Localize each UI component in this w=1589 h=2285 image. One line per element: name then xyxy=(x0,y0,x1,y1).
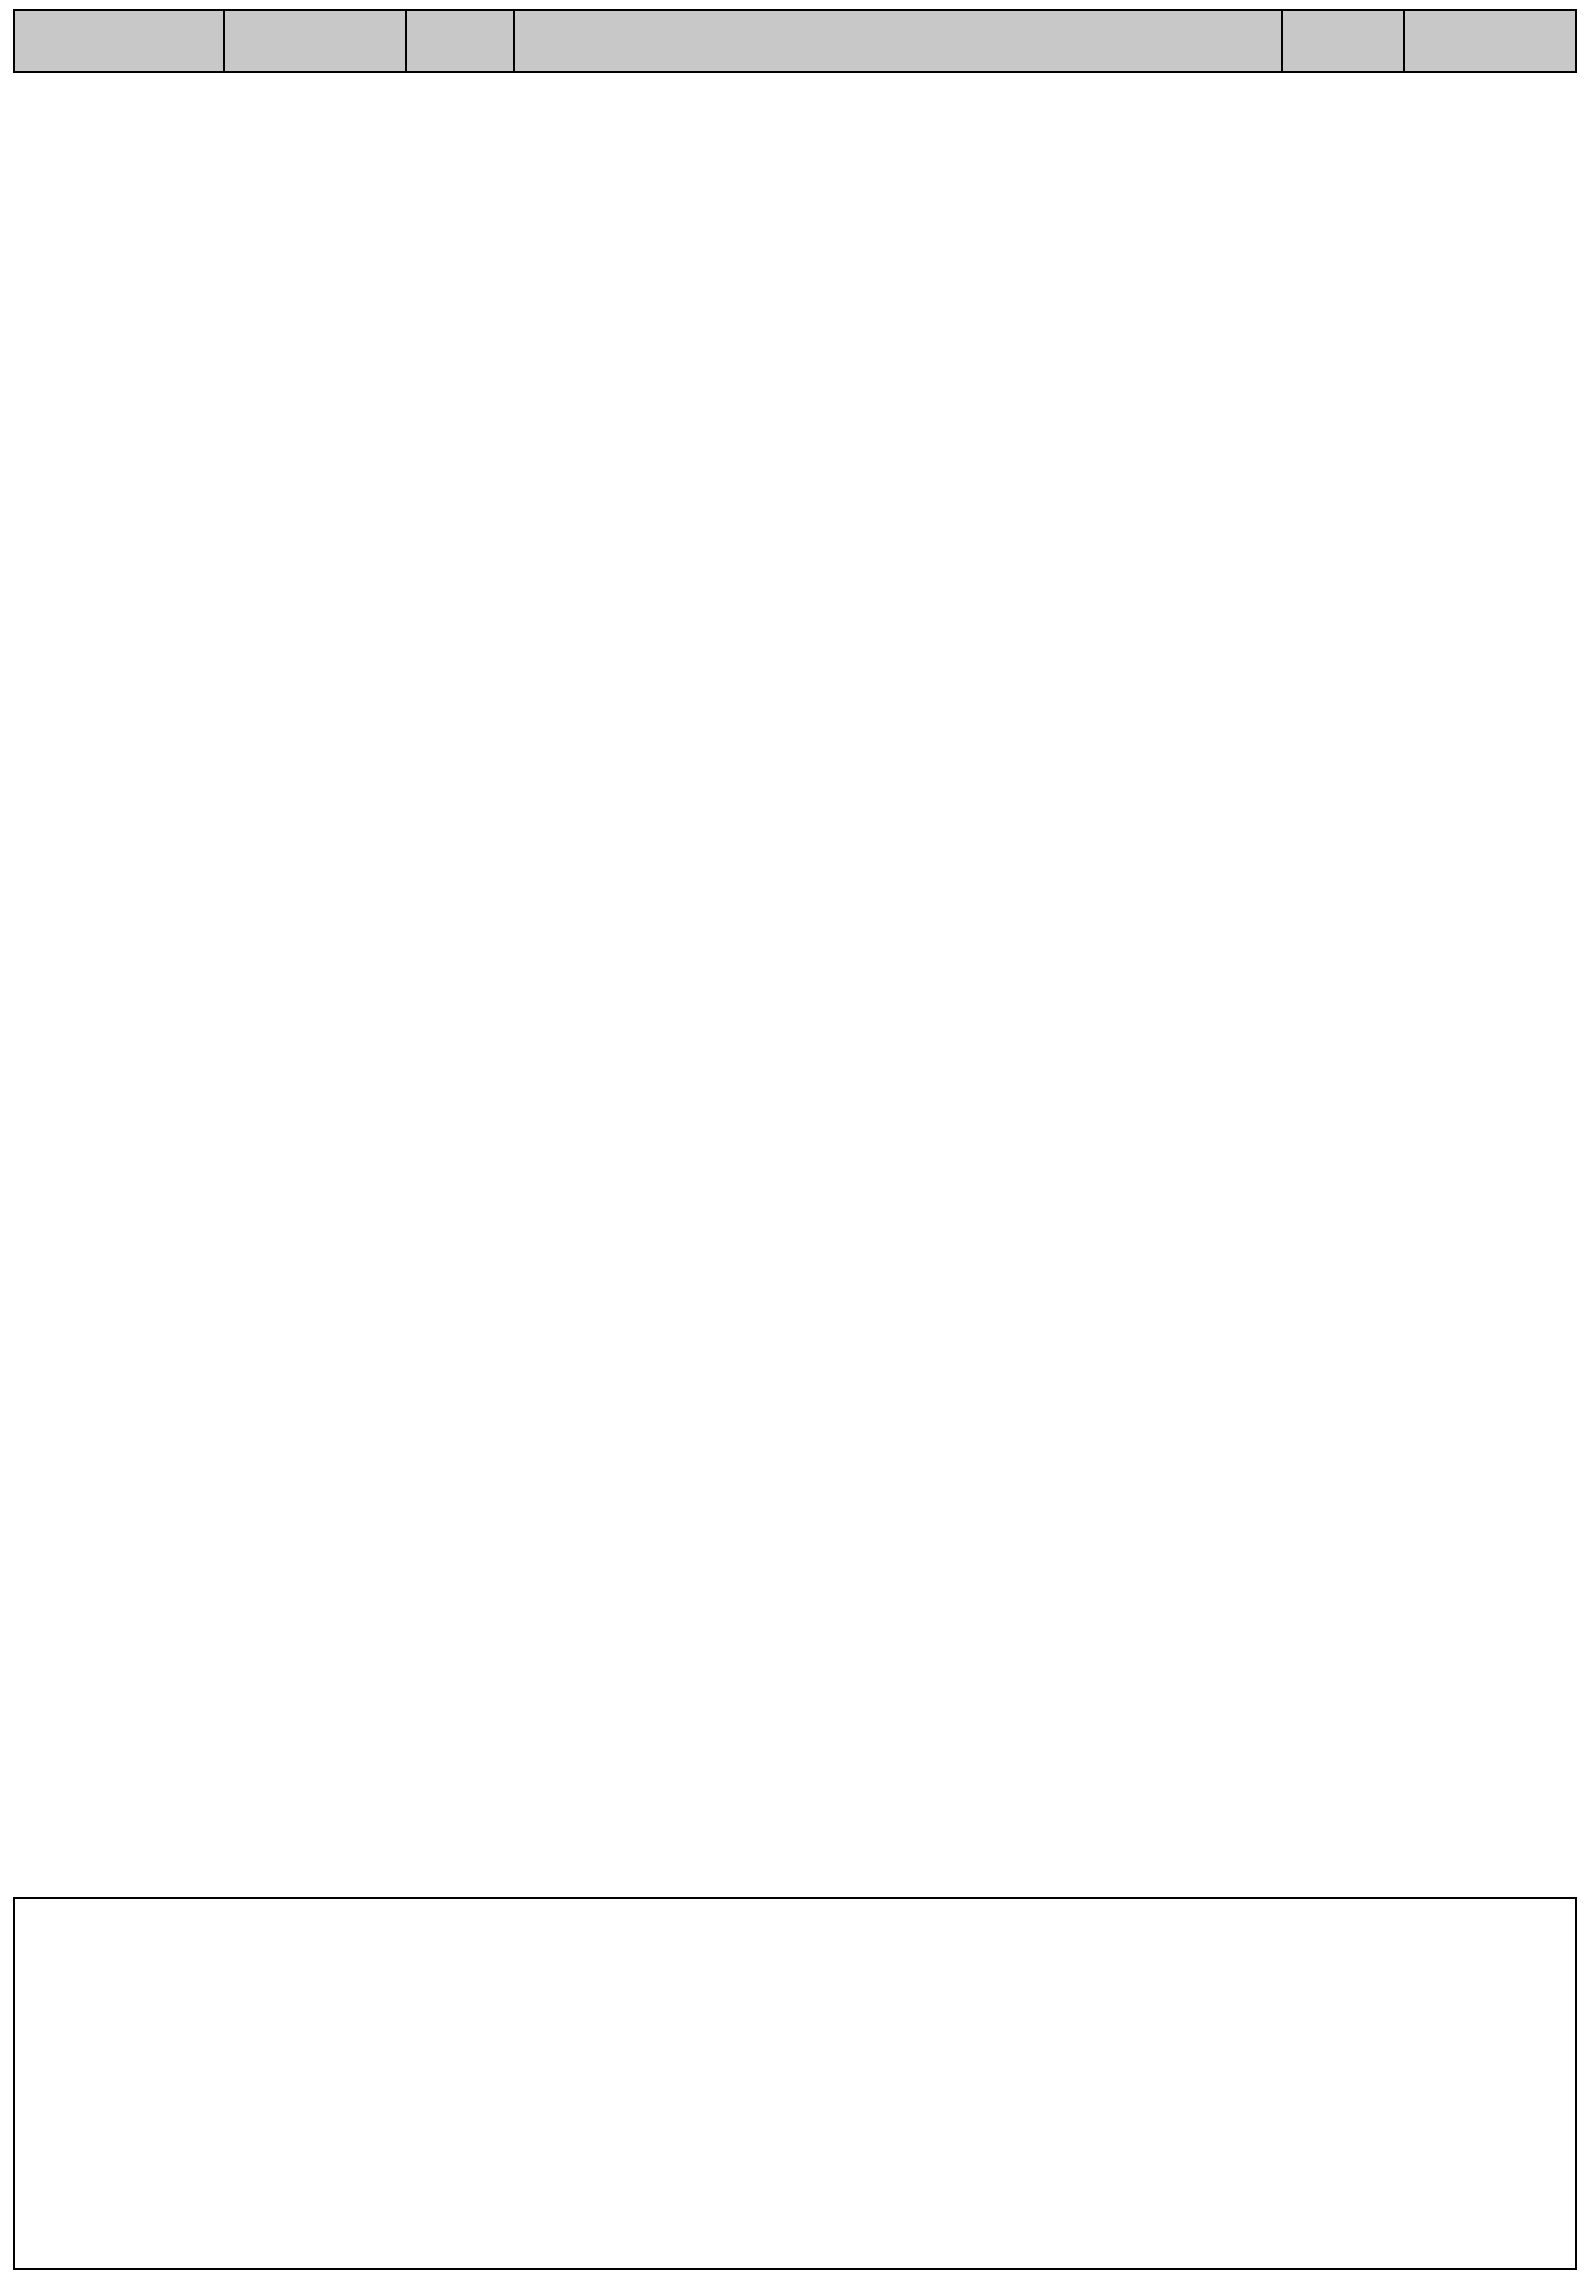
header-paper xyxy=(513,9,1283,73)
header-duration xyxy=(1403,9,1577,73)
candidate-notes xyxy=(13,1897,1577,2270)
table-header xyxy=(13,9,1577,73)
header-code xyxy=(1281,9,1405,73)
header-day xyxy=(223,9,407,73)
header-start xyxy=(405,9,515,73)
header-date xyxy=(13,9,225,73)
